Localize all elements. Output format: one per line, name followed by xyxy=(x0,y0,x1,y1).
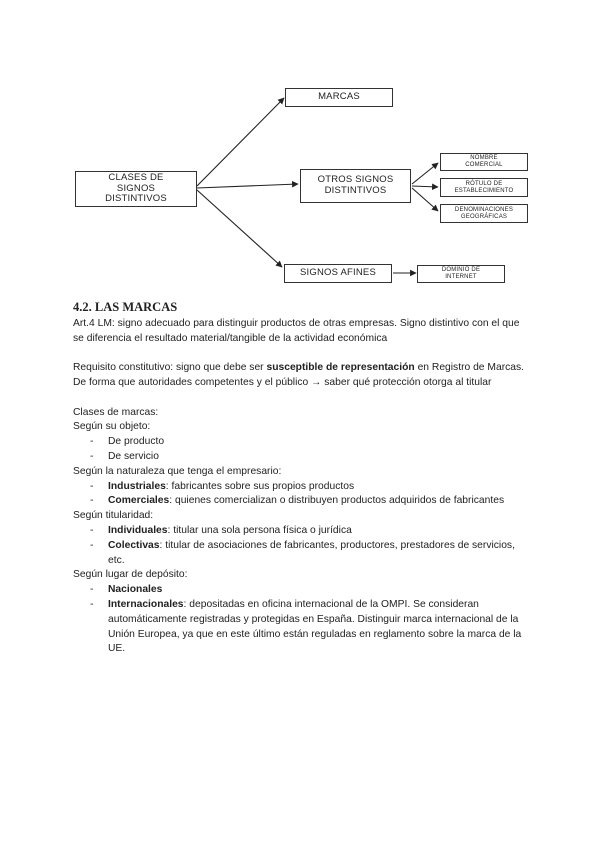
node-marcas: MARCAS xyxy=(285,88,393,107)
deposito-label: Según lugar de depósito: xyxy=(73,569,188,581)
objeto-list xyxy=(73,435,533,465)
titularidad-list xyxy=(73,524,533,568)
objeto-label: Según su objeto: xyxy=(73,421,151,433)
naturaleza-label: Según la naturaleza que tenga el empresario: xyxy=(73,465,282,477)
titularidad-label: Según titularidad: xyxy=(73,510,154,522)
arrow-to-rotulo xyxy=(412,186,438,187)
section-heading: 4.2. LAS MARCAS xyxy=(73,300,178,314)
list-item: - Nacionales xyxy=(73,583,533,598)
list-item: - De producto xyxy=(73,435,533,450)
node-rotulo: RÓTULO DE ESTABLECIMIENTO xyxy=(440,178,528,197)
requisito-bold: susceptible de representación xyxy=(266,362,415,374)
node-signos-afines: SIGNOS AFINES xyxy=(284,264,392,283)
deposito-list xyxy=(73,583,533,657)
node-dominio-internet: DOMINIO DE INTERNET xyxy=(417,265,505,283)
art4-paragraph: Art.4 LM: signo adecuado para distinguir productos de otras empresas. Signo distintivo con el que se diferencia el resultado material/tangible de la actividad económica xyxy=(73,317,520,344)
list-item: - De servicio xyxy=(73,450,533,465)
node-nombre-comercial: NOMBRE COMERCIAL xyxy=(440,153,528,171)
list-item: - Internacionales: depositadas en oficina internacional de la OMPI. Se consideran automáticamente registradas y protegidas en España. Distinguir marca internacional de la Unión Europea, ya que en este último están reguladas en reglamento sobre la marca de la UE. xyxy=(73,598,533,657)
clases-title: Clases de marcas: xyxy=(73,406,159,418)
requisito-paragraph: Requisito constitutivo: signo que debe ser susceptible de representación en Registro de Marcas. De forma que autoridades competentes y el público → saber qué protección otorga al titular xyxy=(73,362,525,388)
naturaleza-list xyxy=(73,480,533,510)
list-item: - Colectivas: titular de asociaciones de fabricantes, productores, prestadores de servicios, etc. xyxy=(73,539,533,569)
arrow-to-afines xyxy=(197,190,282,267)
node-otros-signos: OTROS SIGNOS DISTINTIVOS xyxy=(300,169,411,203)
arrow-to-otros xyxy=(197,184,298,188)
node-root: CLASES DE SIGNOS DISTINTIVOS xyxy=(75,171,197,207)
document-body xyxy=(73,300,533,657)
list-item: - Industriales: fabricantes sobre sus propios productos xyxy=(73,480,533,495)
arrow-to-denominaciones xyxy=(412,188,438,211)
arrow-to-nombre xyxy=(412,163,438,184)
node-denominaciones: DENOMINACIONES GEOGRÁFICAS xyxy=(440,204,528,223)
arrow-to-marcas xyxy=(197,98,284,186)
diagram-connectors xyxy=(0,0,600,300)
list-item: - Individuales: titular una sola persona física o jurídica xyxy=(73,524,533,539)
list-item: - Comerciales: quienes comercializan o distribuyen productos adquiridos de fabricantes xyxy=(73,494,533,509)
